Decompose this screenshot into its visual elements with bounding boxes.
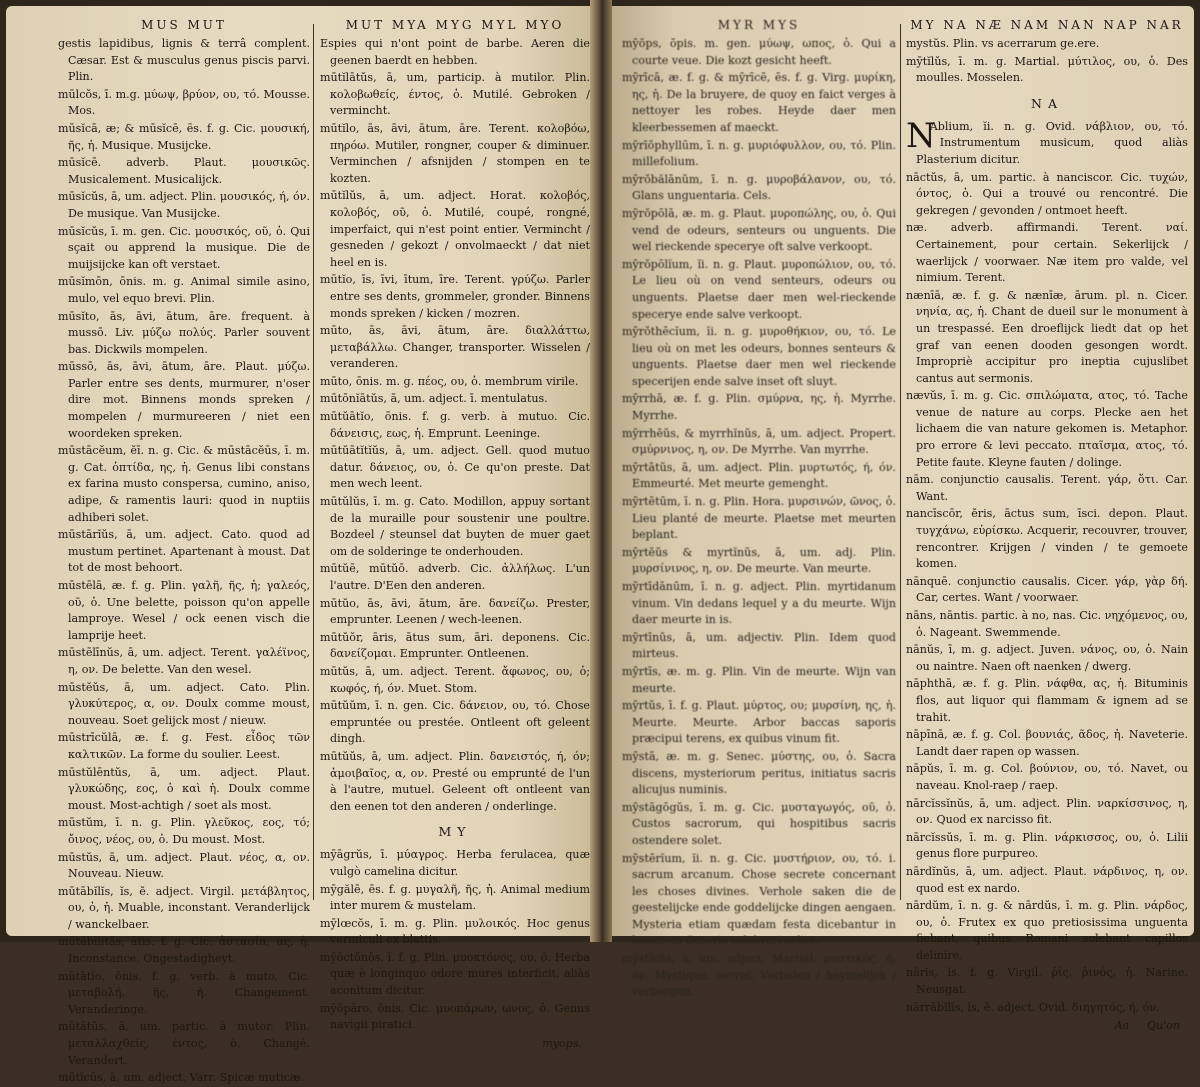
dictionary-entry: mȳrtīdānūm, ī. n. g. adject. Plin. myrtidanum vinum. Vin dedans lequel y a du meurte. Wijn daer meurte in is. [622,580,896,627]
dictionary-entry: mūsĭcā, æ; & mūsĭcē, ēs. f. g. Cic. μουσική, ῆς, ἡ. Musique. Musijcke. [58,121,310,152]
dictionary-entry: mȳtĭlŭs, ī. m. g. Martial. μύτιλος, ου, ὁ. Des moulles. Mosselen. [906,54,1188,85]
dictionary-entry: mystŭs. Plin. vs acerrarum ge.ere. [906,37,1100,50]
dictionary-entry: mūstŭlēntŭs, ā, um. adject. Plaut. γλυκώδης, εος, ὁ καὶ ἡ. Doulx comme moust. Most-achtigh / soet als most. [58,765,310,812]
running-head: MY NA NÆ NAM NAN NAP NAR [910,18,1184,32]
dictionary-entry: mūtŭātĭo, ōnis. f. g. verb. à mutuo. Cic. δάνεισις, εως, ἡ. Emprunt. Leeninge. [320,410,590,440]
running-head: MYR MYS [717,18,801,32]
dictionary-entry: mūtŭlŭs, ī. m. g. Cato. Modillon, appuy sortant de la muraille pour soustenir une poultre. Bozdeel / steunsel dat buyten de muer gaet om de solderinge te onderhouden. [320,495,590,558]
dictionary-entry: mūtĭcŭs, ā, um. adject. Varr. Spicæ muticæ. [58,1071,304,1085]
dictionary-entry: mūtŭs, ā, um. adject. Terent. ἄφωνος, ου, ὁ; κωφός, ή, όν. Muet. Stom. [320,664,590,695]
dictionary-entry: nānŭs, ī, m. g. adject. Juven. νάνος, ου, ὁ. Nain ou naintre. Naen oft naenken / dwerg. [906,643,1188,673]
dictionary-entry: mūstŭm, ī. n. g. Plin. γλεῦκος, εος, τό; ὄινος, νέος, ου, ὁ. Du moust. Most. [58,816,310,846]
dictionary-entry: mūtōnĭātŭs, ā, um. adject. ī. mentulatus. [320,392,548,406]
dictionary-entry: mūstĕŭs, ā, um. adject. Cato. Plin. γλυκύτερος, α, ον. Doulx comme moust, nouveau. Soet gelijck most / nieuw. [58,680,310,727]
dictionary-entry: mūtŭŏr, āris, ātus sum, āri. deponens. Cic. δανείζομαι. Emprunter. Ontleenen. [320,630,590,661]
dictionary-entry: nārcĭssĭnŭs, ā, um. adject. Plin. ναρκίσσινος, η, ον. Quod ex narcisso fit. [906,796,1188,827]
dictionary-entry: mȳrtīs, æ. m. g. Plin. Vin de meurte. Wijn van meurte. [622,664,896,695]
dictionary-entry: mūtĭlo, ās, āvi, ātum, āre. Terent. κολοβόω, πηρόω. Mutiler, rongner, couper & diminuer. Verminchen / afsnijden / stompen en te kozten. [320,121,590,185]
dictionary-entry: mȳrtīnŭs, ā, um. adjectiv. Plin. Idem quod mirteus. [622,630,896,661]
dictionary-entry: mūto, ōnis. m. g. πέος, ου, ὁ. membrum virile. [320,374,579,388]
left-column-2 [320,16,590,1050]
dictionary-entry: nāns, nāntis. partic. à no, nas. Cic. νηχόμενος, ου, ὁ. Nageant. Swemmende. [906,609,1188,639]
dictionary-entry: mūsĭto, ās, āvi, ātum, āre. frequent. à mussō. Liv. μύζω πολύς. Parler souvent bas. Dickwils mompelen. [58,309,310,356]
entry-list [906,36,1188,87]
dictionary-entry: mȳstā, æ. m. g. Senec. μύστης, ου, ὁ. Sacra discens, mysteriorum peritus, initiatus sacris alicujus numinis. [622,749,896,797]
dictionary-entry: mūstŭs, ā, um. adject. Plaut. νέος, α, ον. Nouveau. Nieuw. [58,850,310,881]
dictionary-entry: mȳrīŏphyllūm, ī. n. g. μυριόφυλλον, ου, τό. Plin. millefolium. [622,138,896,169]
signature-and-catchword [906,1018,1188,1035]
dictionary-entry: mūtābĭlĭtās, ātis. f. g. Cic. ἀστασία, ας, ἡ. Inconstance. Ongestadigheyt. [58,935,310,966]
left-column-1 [58,16,310,1085]
right-column-2 [906,16,1188,1033]
dictionary-entry: mūtŭŭm, ī. n. gen. Cic. δάνειον, ου, τό. Chose empruntée ou prestée. Ontleent oft geleent dingh. [320,699,590,746]
dictionary-entry: mȳrīcā, æ. f. g. & mȳrīcē, ēs. f. g. Virg. μυρίκη, ης, ἡ. De la bruyere, de quoy en faict verges à nettoyer les robes. Heyde daer men kleerbessemen af maeckt. [622,71,896,134]
dictionary-entry: mūtābĭlĭs, ĭs, ĕ. adject. Virgil. μετάβλητος, ου, ὁ, ἡ. Muable, inconstant. Veranderlijck / wanckelbaer. [58,884,310,931]
dictionary-entry: mūtĭlātŭs, ā, um, particip. à mutilor. Plin. κολοβωθείς, έντος, ὁ. Mutilé. Gebroken / vermincht. [320,71,590,118]
dictionary-entry: mūssō, ās, āvi, ātum, āre. Plaut. μύζω. Parler entre ses dents, murmurer, n'oser dire mot. Binnens monds spreken / mompelen / murmureeren / niet een woordeken spreken. [58,360,310,440]
dictionary-entry: nārdŭm, ī. n. g. & nārdŭs, ī. m. g. Plin. νάρδος, ου, ὁ. Frutex ex quo pretiosissima unguenta fiebant, quibus Romani solebant capillos delinire. [906,899,1188,962]
dictionary-entry: mȳrŏbălānŭm, ī. n. g. μυροβάλανον, ου, τό. Glans unguentaria. Cels. [622,172,896,203]
dictionary-entry: mūsĭcŭs, ī. m. gen. Cic. μουσικός, οῦ, ὁ. Qui sçait ou apprend la musique. Die de muijsijcke kan oft verstaet. [58,224,310,271]
dictionary-entry: mūstārĭŭs, ā, um. adject. Cato. quod ad mustum pertinet. Apartenant à moust. Dat tot de most behoort. [58,528,310,575]
drop-cap: N [906,115,936,156]
dictionary-entry: mȳŏctŏnŏs, ī. f. g. Plin. μυοκτόνος, ου, ὁ. Herba quæ è longinquo odore mures interficit, aliàs aconitum dicitur. [320,950,590,998]
dictionary-entry: nāpŭs, ī. m. g. Col. βούνιον, ου, τό. Navet, ou naveau. Knol-raep / raep. [906,762,1188,792]
dictionary-entry: nārrābĭlĭs, ĭs, ĕ. adject. Ovid. διηγητός, ή, όν. [906,1000,1160,1014]
entry-list [320,36,590,815]
dictionary-entry: mȳgălē, ēs. f. g. μυγαλῆ, ῆς, ἡ. Animal medium inter murem & mustelam. [320,882,590,913]
dictionary-entry: nārcĭssŭs, ī. m. g. Plin. νάρκισσος, ου, ὁ. Lilii genus flore purpureo. [906,830,1188,861]
right-column-1 [622,16,896,999]
section-heading: MY [438,824,472,840]
dictionary-entry: mūstēlā, æ. f. g. Plin. γαλῆ, ῆς, ἡ; γαλεός, οῦ, ὁ. Une belette, poisson qu'on appelle lamproye. Wesel / ock eenen visch die lamprije heet. [58,579,310,642]
entry-list [622,36,896,1001]
book-gutter [590,0,612,942]
dictionary-entry: mȳrtātŭs, ā, um. adject. Plin. μυρτωτός, ή, όν. Emmeurté. Met meurte gemenght. [622,460,896,491]
section-heading: NA [1031,95,1063,111]
dictionary-entry: næ. adverb. affirmandi. Terent. ναί. Certainement, pour certain. Sekerlijck / waerlijck / voorwaer. Næ item pro valde, vel nimium. Terent. [906,221,1188,285]
dictionary-entry: mūtŭŭs, ā, um. adject. Plin. δανειστός, ή, όν; ἀμοιβαῖος, α, ον. Presté ou emprunté de l'un à l'autre, mutuel. Geleent oft ontleent van den eenen tot den anderen / onderlinge. [320,749,590,813]
dictionary-entry: mūtŭo, ās, āvi, ātum, āre. δανείζω. Prester, emprunter. Leenen / wech-leenen. [320,596,590,627]
dictionary-entry: nārĭs, ĭs. f. g. Virgil. ῥίς, ῥινός, ἡ. Narine. Neusgat. [906,966,1188,997]
running-head: MUT MYA MYG MYL MYO [345,18,565,32]
dictionary-entry: nāpīnā, æ. f. g. Col. βουνιάς, ᾶδος, ἡ. Naveterie. Landt daer rapen op wassen. [906,728,1188,758]
dictionary-entry: mūstācĕum, ĕī. n. g. Cic. & mūstācĕūs, ī. m. g. Cat. ὀπτίδα, ης, ἡ. Genus libi constans ex farina musto conspersa, cumino, aniso, adipe, & ramentis lauri: quod in nuptiis adhiberi solet. [58,444,310,524]
right-page [604,6,1194,1033]
dictionary-entry: mūstēlīnŭs, ā, um. adject. Terent. γαλέϊνος, η, ον. De belette. Van den wesel. [58,646,310,676]
entry-with-dropcap [906,115,1188,169]
left-page [6,6,598,1085]
dictionary-entry: mȳāgrŭs, ī. μύαγρος. Herba ferulacea, quæ vulgò camelina dicitur. [320,848,590,878]
dictionary-entry: Espies qui n'ont point de barbe. Aeren die geenen baerdt en hebben. [320,37,590,67]
dictionary-entry: nancīscōr, ĕris, āctus sum, īsci. depon. Plaut. τυγχάνω, εὑρίσκω. Acquerir, recouvrer, trouver, rencontrer. Krijgen / vinden / te gemoete komen. [906,507,1188,571]
dictionary-entry: mūtŭātĭtĭŭs, ā, um. adject. Gell. quod mutuo datur. δάνειος, ου, ὁ. Ce qu'on preste. Dat men wech leent. [320,444,590,491]
dictionary-entry: mūsĭcē. adverb. Plaut. μουσικῶς. Musicalement. Musicalijck. [58,156,310,186]
dictionary-entry: mȳrŏthēcĭum, ĭi. n. g. μυροθήκιον, ου, τό. Le lieu où on met les odeurs, bonnes senteurs & unguents. Plaetse daer men wel rieckende specerijen ende salve inset oft sluyt. [622,325,896,388]
dictionary-entry: nænīā, æ. f. g. & nænīæ, ārum. pl. n. Cicer. νηνία, ας, ἡ. Chant de dueil sur le monument à un trespassé. Een droeflijck liedt dat op het graf van eenen dooden gesongen wordt. Impropriè accipitur pro ineptia cujuslibet cantus aut sermonis. [906,288,1188,385]
dictionary-entry: mȳrtĕŭs & myrtĭnŭs, ā, um. adj. Plin. μυρσίνινος, η, ον. De meurte. Van meurte. [622,545,896,576]
column-rule [313,24,314,900]
dictionary-entry: mȳrŏpōlā, æ. m. g. Plaut. μυροπώλης, ου, ὁ. Qui vend de odeurs, senteurs ou unguents. Die wel rieckende specerye oft salve verkoopt. [622,206,896,254]
entry-text: Ablium, ĭi. n. g. Ovid. νάβλιον, ου, τό. Instrumentum musicum, quod aliàs Plasterium dicitur. [916,119,1188,166]
dictionary-entry: nānquē. conjunctio causalis. Cicer. γάρ, γὰρ δή. Car, certes. Want / voorwaer. [906,574,1188,605]
column-rule [900,24,901,900]
dictionary-entry: mūtĭo, īs, īvi, ītum, īre. Terent. γρύζω. Parler entre ses dents, grommeler, gronder. Binnens monds spreken / kicken / mozren. [320,273,590,320]
dictionary-entry: mūsĭmōn, ōnis. m. g. Animal simile asino, mulo, vel equo brevi. Plin. [58,275,310,305]
dictionary-entry: mȳstāgōgŭs, ī. m. g. Cic. μυσταγωγός, οῦ, ὁ. Custos sacrorum, qui hospitibus sacris ostendere solet. [622,800,896,847]
running-head: MUS MUT [141,18,227,32]
dictionary-entry: mȳrtētūm, ī. n. g. Plin. Hora. μυρσινών, ῶνος, ὁ. Lieu planté de meurte. Plaetse met meurten beplant. [622,495,896,542]
dictionary-entry: mūstrīcŭlā, æ. f. g. Fest. εἶδος τῶν καλτικῶν. La forme du soulier. Leest. [58,731,310,761]
entry-list [320,847,590,1034]
catchword: myops. [542,1036,582,1050]
entry-list [58,36,310,1087]
dictionary-entry: mȳstērĭum, ĭi. n. g. Cic. μυστήριον, ου, τό. i. sacrum arcanum. Chose secrete concernant les choses divines. Verhole saken die de geestelijcke ende goddelijcke dingen aengaen. Mysteria etiam quædam festa dicebantur in honorem Cereris celebrari solita. [622,851,896,948]
dictionary-entry: nævŭs, ī. m. g. Cic. σπιλώματα, ατος, τό. Tache venue de nature au corps. Plecke aen het lichaem die van nature gekomen is. Metaphor. pro errore & levi peccato. πταῖσμα, ατος, τό. Petite faute. Kleyne fauten / dolinge. [906,389,1188,469]
dictionary-entry: mūsĭcŭs, ā, um. adject. Plin. μουσικός, ή, όν. De musique. Van Musijcke. [58,190,310,220]
dictionary-entry: mūtĭlŭs, ā, um. adject. Horat. κολοβός, κολοβός, οῦ, ὁ. Mutilé, coupé, rongné, imperfaict, qui n'est point entier. Vermincht / gesneden / gekozt / onvolmaeckt / dat niet heel en is. [320,189,590,269]
dictionary-entry: mȳrrhā, æ. f. g. Plin. σμύρνα, ης, ἡ. Myrrhe. Myrrhe. [622,392,896,423]
dictionary-entry: mȳstĭcŭs, ā, um. adject. Martial. μυστικός, ή, όν. Mystique, secret. Verholen / heymelijck / verborgen. [622,952,896,999]
dictionary-entry: nāphthā, æ. f. g. Plin. νάφθα, ας, ἡ. Bituminis flos, aut liquor qui flammam & ignem ad se trahit. [906,677,1188,724]
signature-mark: Aa [1114,1019,1130,1033]
dictionary-entry: mȳrŏpōlĭum, ĭi. n. g. Plaut. μυροπώλιον, ου, τό. Le lieu où on vend senteurs, odeurs ou unguents. Plaetse daer men wel-rieckende specerye ende salve verkoopt. [622,257,896,321]
dictionary-entry: mūtātŭs, ā, um. partic. à mutor. Plin. μεταλλαχθείς, έντος, ὁ. Changé. Verandert. [58,1020,310,1067]
dictionary-entry: mūtātĭo, ōnis. f. g. verb. à muto. Cic. μεταβολή, ῆς, ἡ. Changement. Veranderinge. [58,969,310,1016]
dictionary-entry: nāctŭs, ā, um. partic. à nanciscor. Cic. τυχών, όντος, ὁ. Qui a trouvé ou rencontré. Die gekregen / gevonden / ontmoet heeft. [906,170,1188,217]
dictionary-entry: nām. conjunctio causalis. Terent. γάρ, ὅτι. Car. Want. [906,473,1188,503]
dictionary-entry: mȳrtŭs, ī. f. g. Plaut. μύρτος, ου; μυρσίνη, ης, ἡ. Meurte. Meurte. Arbor baccas saporis præcipui terens, ex quibus vinum fit. [622,699,896,746]
dictionary-entry: gestis lapidibus, lignis & terrâ complent. Cæsar. Est & musculus genus piscis parvi. Plin. [58,37,310,84]
dictionary-entry: mȳŏps, ōpis. m. gen. μύωψ, ωπος, ὁ. Qui a courte veue. Die kozt gesicht heeft. [622,37,896,67]
catchword: Qu'on [1146,1019,1180,1033]
dictionary-entry: mūto, ās, āvi, ātum, āre. διαλλάττω, μεταβάλλω. Changer, transporter. Wisselen / veranderen. [320,324,590,371]
dictionary-entry: mȳlœcŏs, ī. m. g. Plin. μυλοικός. Hoc genus vermiculi ex blattis. [320,916,590,947]
dictionary-entry: mūlcŏs, ī. m.g. μύωψ, βρύον, ου, τό. Mousse. Mos. [58,87,310,118]
entry-list [906,170,1188,1017]
dictionary-entry: nārdĭnŭs, ā, um. adject. Plaut. νάρδινος, η, ον. quod est ex nardo. [906,864,1188,895]
dictionary-entry: mȳrrhĕŭs, & myrrhĭnŭs, ā, um. adject. Propert. σμύρνινος, η, ον. De Myrrhe. Van myrrhe. [622,426,896,457]
dictionary-entry: mūtŭē, mūtŭō. adverb. Cic. ἀλλήλως. L'un l'autre. D'Een den anderen. [320,562,590,592]
dictionary-entry: mȳŏpāro, ōnis. Cic. μυοπάρων, ωνος, ὁ. Genus navigii piratici. [320,1001,590,1032]
